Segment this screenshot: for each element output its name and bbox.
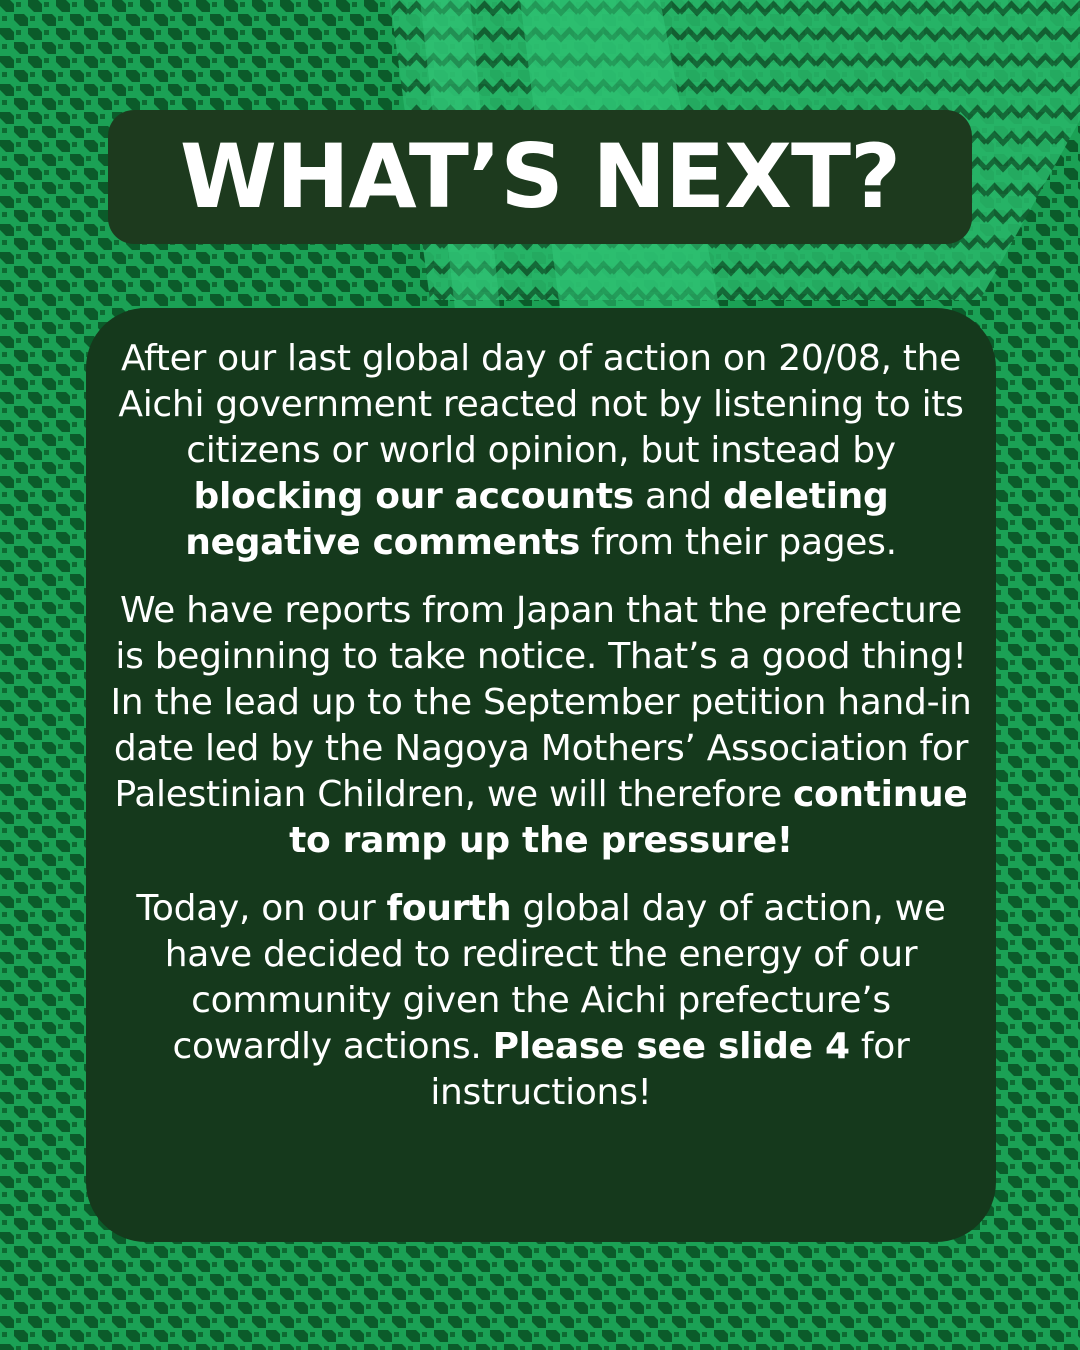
paragraph-1 [110, 336, 972, 566]
bold-span: fourth [386, 888, 512, 929]
text-span: Today, on our [136, 888, 387, 929]
bold-span: continue to ramp up the pressure! [289, 774, 968, 861]
bold-span: deleting negative comments [185, 476, 889, 563]
page-title: WHAT’S NEXT? [179, 125, 901, 228]
text-span: We have reports from Japan that the prefecture is beginning to take notice. That’s a good thing! In the lead up to the September petition hand-in date led by the Nagoya Mothers’ Association for Palestinian Children, we will therefore [110, 590, 972, 815]
paragraph-3 [110, 886, 972, 1116]
bold-span: blocking our accounts [193, 476, 634, 517]
text-span: for instructions! [430, 1026, 910, 1113]
text-span: global day of action, we have decided to redirect the energy of our community given the Aichi prefecture’s cowardly actions. [164, 888, 946, 1067]
message-card [86, 308, 996, 1242]
paragraph-2 [110, 588, 972, 864]
text-span: and [633, 476, 723, 517]
title-banner [108, 110, 972, 244]
bold-span: Please see slide 4 [492, 1026, 850, 1067]
text-span: After our last global day of action on 20/08, the Aichi government reacted not by listening to its citizens or world opinion, but instead by [118, 338, 964, 471]
text-span: from their pages. [580, 522, 897, 563]
